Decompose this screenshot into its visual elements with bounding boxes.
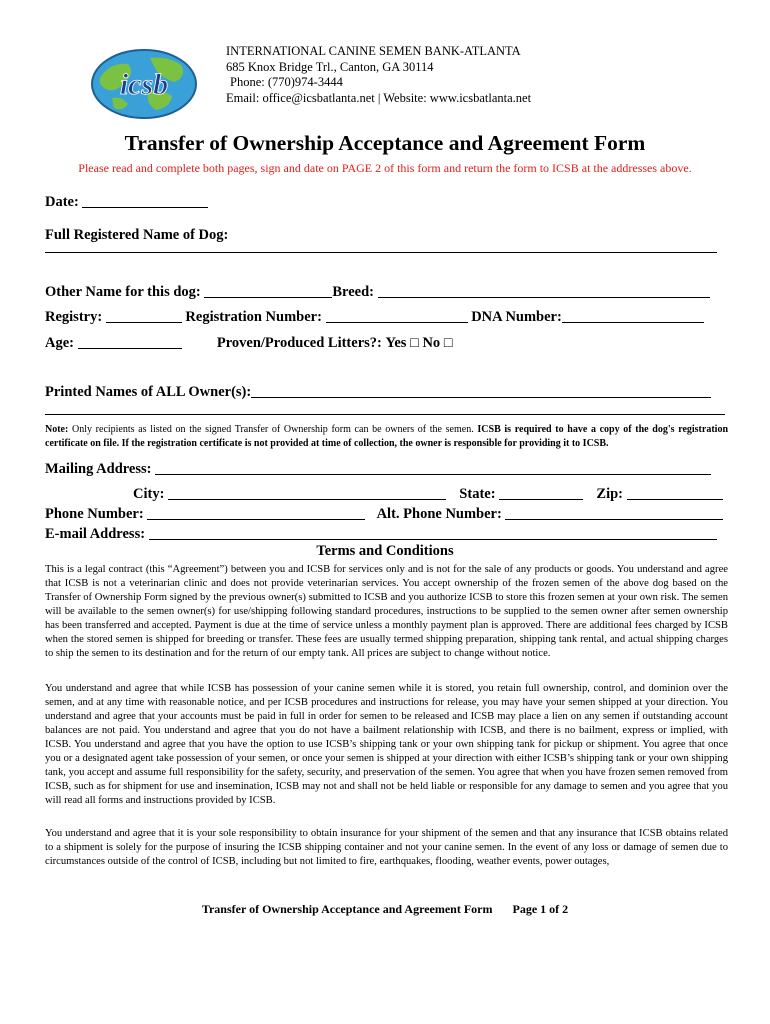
icsb-logo	[90, 48, 198, 120]
yes-checkbox[interactable]: □	[410, 335, 419, 351]
mailing-row	[45, 458, 711, 478]
alt-phone-label: Alt. Phone Number:	[376, 506, 502, 522]
dna-number-field[interactable]	[562, 308, 704, 323]
form-title: Transfer of Ownership Acceptance and Agreement Form	[124, 131, 646, 155]
form-instructions: Please read and complete both pages, sign and date on PAGE 2 of this form and return the form to ICSB at the addresses above.	[78, 161, 692, 175]
state-field[interactable]	[499, 485, 583, 500]
phone-label: Phone Number:	[45, 506, 144, 522]
no-checkbox[interactable]: □	[443, 335, 453, 351]
owners-field-line2[interactable]	[45, 414, 725, 415]
email-label: E-mail Address:	[45, 526, 146, 542]
age-field[interactable]	[78, 334, 182, 349]
terms-paragraph-1: This is a legal contract (this “Agreement”) between you and ICSB for services only and is not for the sale of any products or goods. You understand and agree that ICSB is not a veterinarian clinic and does not provide veterinarian services. You accept ownership of the frozen semen of the above dog based on the Transfer of Ownership Form signed by the previous owner(s) submitted to ICSB and you authorize ICSB to store this frozen semen at your own risk. The semen will be available to the semen owner(s) for use/shipping following standard procedures, instructions to be supplied to the semen owner after semen ownership has been transferred and accepted. Payment is due at the time of service unless a monthly payment plan is approved. There are additional fees charged by ICSB when the stored semen is shipped for breeding or transfer. These fees are usually termed shipping preparation, shipping tank rental, and actual shipping charges to ship the semen to its destination and for the return of our empty tank. All prices are subject to change without notice.	[45, 564, 728, 659]
full-name-label: Full Registered Name of Dog:	[45, 227, 229, 243]
proven-litters-label: Proven/Produced Litters?:	[216, 335, 382, 351]
org-phone: Phone: (770)974-3444	[230, 75, 343, 89]
footer-page-number: Page 1 of 2	[512, 902, 569, 916]
org-name: INTERNATIONAL CANINE SEMEN BANK-ATLANTA	[226, 44, 521, 58]
page-footer	[0, 902, 770, 917]
no-label: No	[422, 335, 441, 351]
breed-field[interactable]	[378, 283, 710, 298]
date-label: Date:	[45, 194, 79, 210]
note-text: Only recipients as listed on the signed Transfer of Ownership form can be owners of the semen.	[72, 424, 474, 435]
owners-row	[45, 381, 711, 401]
other-name-label: Other Name for this dog:	[45, 284, 201, 300]
terms-paragraph-2: You understand and agree that while ICSB has possession of your canine semen while it is stored, you retain full ownership, control, and dominion over the semen, and at any time with reasonable notice, and per ICSB procedures and instructions for release, you may have your semen shipped at your direction. You understand and agree that your accounts must be paid in full in order for semen to be released and ICSB may place a lien on any semen if outstanding account balances are not paid. You understand and agree that you do not have a bailment relationship with ICSB, and there is no bailment, express or implied, with ICSB. You understand and agree that you have the option to use ICSB’s shipping tank or your own shipping tank for pickup or shipment. You agree that once you or a designated agent take possession of your semen, or once your semen is shipped at your direction with either ICSB’s shipping tank or your own shipping tank, you accept and assume full responsibility for the safety, security, and preservation of the semen. You agree that when you have frozen semen removed from ICSB, such as for shipment for use and insemination, ICSB may not and shall not be held liable or responsible for any damage to semen and you agree that you will read all forms and instructions provided by ICSB.	[45, 683, 728, 806]
registration-number-field[interactable]	[326, 308, 468, 323]
registry-field[interactable]	[106, 308, 182, 323]
phone-field[interactable]	[147, 505, 365, 520]
org-address: 685 Knox Bridge Trl., Canton, GA 30114	[226, 59, 434, 74]
phone-row	[45, 503, 723, 523]
age-row	[45, 332, 453, 352]
mailing-address-label: Mailing Address:	[45, 461, 152, 477]
zip-label: Zip:	[596, 486, 624, 502]
age-label: Age:	[45, 335, 74, 351]
terms-paragraph-3: You understand and agree that it is your sole responsibility to obtain insurance for your shipment of the semen and that any insurance that ICSB obtains related to a shipment is solely for the purpose of insuring the ICSB shipping container and not your canine semen. In the event of any loss or damage of semen due to circumstances outside of the control of ICSB, including but not limited to fire, earthquakes, flooding, weather events, power outages,	[45, 828, 728, 867]
full-name-field[interactable]	[45, 252, 717, 253]
alt-phone-field[interactable]	[505, 505, 723, 520]
org-email-website: Email: office@icsbatlanta.net | Website: www.icsbatlanta.net	[226, 90, 532, 105]
breed-label: Breed:	[332, 284, 374, 300]
owners-label: Printed Names of ALL Owner(s):	[45, 384, 252, 400]
email-field[interactable]	[149, 525, 717, 540]
other-name-field[interactable]	[204, 283, 332, 298]
date-row	[45, 191, 208, 211]
city-field[interactable]	[168, 485, 446, 500]
logo-text: icsb	[119, 68, 169, 101]
registration-number-label: Registration Number:	[185, 309, 322, 325]
note-label: Note:	[45, 424, 69, 435]
footer-form-name: Transfer of Ownership Acceptance and Agreement Form	[201, 902, 493, 916]
email-row	[45, 523, 717, 543]
yes-label: Yes	[385, 335, 407, 351]
other-name-row	[45, 281, 710, 301]
terms-title: Terms and Conditions	[316, 543, 454, 559]
city-label: City:	[133, 486, 165, 502]
state-label: State:	[459, 486, 496, 502]
note-bold-text: ICSB is required to have a copy of the dog's registration certificate on file. If the registration certificate is not provided at time of collection, the owner is responsible for providing it to ICSB.	[45, 424, 729, 449]
mailing-address-field[interactable]	[155, 460, 711, 475]
date-field[interactable]	[82, 193, 208, 208]
zip-field[interactable]	[627, 485, 723, 500]
registry-row	[45, 306, 704, 326]
owners-field[interactable]	[251, 383, 711, 398]
dna-number-label: DNA Number:	[471, 309, 562, 325]
letterhead	[226, 44, 531, 106]
owner-note	[45, 423, 728, 451]
city-row	[133, 483, 723, 503]
registry-label: Registry:	[45, 309, 103, 325]
